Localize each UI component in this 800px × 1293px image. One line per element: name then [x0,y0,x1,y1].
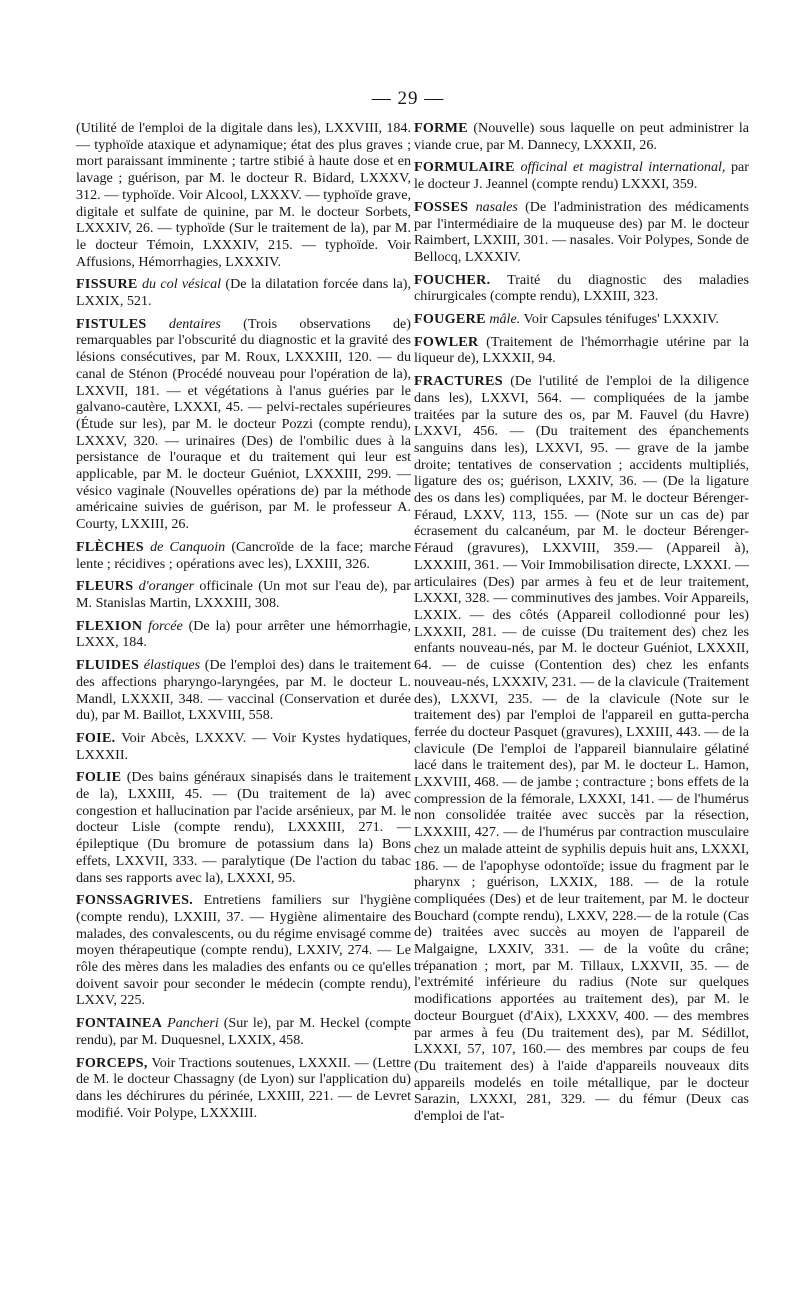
entry-text: officinale (Un mot sur l'eau de), par M. Stanislas Martin, LXXXIII, 308. [76,578,411,611]
entry-text: Voir Tractions soutenues, LXXXII. — (Lettre de M. le docteur Chassagny (de Lyon) sur l'application du) dans les déchirures du périnée, LXXIII, 221. — de Levret modifié. Voir Polype, LXXXIII. [76,1054,411,1121]
index-entry [414,120,749,153]
entry-text: (De la) pour arrêter une hémorrhagie, LXXX, 184. [76,617,412,651]
entry-headword: FLEXION [76,617,143,634]
entry-subheading: de Canquoin [150,538,226,555]
entry-subheading: élastiques [143,657,201,674]
index-entry [414,199,749,266]
right-column [414,120,749,1131]
entry-headword: FLEURS [76,578,134,595]
entry-headword: FLÈCHES [76,538,144,555]
entry-text: (Nouvelle) sous laquelle on peut administrer la viande crue, par M. Dannecy, LXXXII, 26. [414,120,749,153]
index-entry [76,1015,411,1048]
entry-headword: FOUCHER. [414,271,491,288]
left-column [76,120,411,1127]
index-entry [76,578,411,611]
entry-headword: FOWLER [414,333,479,350]
index-entry [414,334,749,367]
index-entry [76,657,411,724]
entry-text: (Cancroïde de la face; marche lente ; récidives ; opérations avec les), LXXIII, 326. [76,538,411,572]
entry-subheading: du col vésical [141,276,222,293]
entry-headword: FONSSAGRIVES. [76,892,194,909]
entry-headword: FORME [414,120,468,136]
entry-headword: FLUIDES [76,657,140,674]
index-entry [414,272,749,305]
entry-subheading: nasales [475,198,518,215]
entry-text: (De l'utilité de l'emploi de la diligence dans les), LXXVI, 564. — compliquées de la jambe traitées par la suture des os, par M. Fauvel (du Havre) LXXVI, 456. — (Du traitement des épanchements sanguins dans les), LXXVI, 95. — grave de la jambe droite; tentatives de conservation ; accidents multipliés, ligature des os; guérison, LXXIV, 36. — (De la ligature des os dans les) compliquées, par M. le docteur Bérenger-Féraud, LXXV, 113, 155. — (Note sur un cas de) par écrasement du calcanéum, par M. le docteur Bérenger-Féraud (gravures), LXXVIII, 359.— (Appareil à), LXXXIII, 361. — Voir Immobilisation directe, LXXXI. — articulaires (Des) par armes à feu et de leur traitement, LXXXI, 328. — comminutives des jambes. Voir Appareils, LXXIX. — des côtés (Appareil collodionné pour les) LXXXII, 281. — de cuisse (Du traitement des) chez les enfants nouveau-nés, par M. le docteur Guéniot, LXXXII, 64. — de cuisse (Contention des) chez les enfants nouveau-nés, LXXXIV, 231. — de la clavicule (Traitement des), LXXVI, 235. — de la clavicule (Note sur le traitement des) par l'emploi de l'appareil en gutta-percha ferrée du docteur Pasquet (gravures), LXXIII, 443. — de la clavicule (De l'emploi de l'appareil biannulaire gélatiné lacé dans le traitement des), par M. le docteur L. Hamon, LXXVIII, 468. — de jambe ; contracture ; bons effets de la compression de la fémorale, LXXXI, 141. — de l'humérus non consolidée traitée avec succès par la résection, LXXXIII, 427. — de l'humérus par contraction musculaire chez un malade atteint de syphilis depuis huit ans, LXXXI, 186. — de l'apophyse odontoïde; issue du fragment par le pharynx ; guérison, LXXIX, 188. — de la rotule compliquées (Des) et de leur traitement, par M. le docteur Bouchard (compte rendu), LXXV, 228.— de la rotule (Cas de) traitées avec succès au moyen de l'appareil de Malgaigne, LXXIV, 331. — de la voûte du crâne; trépanation ; mort, par M. Tillaux, LXXVII, 35. — de l'extrémité inférieure du radius (Note sur quelques modifications apportées au traitement des), par M. le docteur Bourguet (d'Aix), LXXXV, 400. — des membres par armes à feu (Du traitement des), par M. Sédillot, LXXXI, 57, 107, 160.— des membres par coups de feu (Du traitement des) à l'aide d'appareils nouveaux dits appareils modelés en toile métallique, par le docteur Sarazin, LXXXI, 281, 329. — du fémur (Deux cas d'emploi de l'at- [414,373,749,1125]
entry-text: par le docteur J. Jeannel (compte rendu) LXXXI, 359. [414,159,749,193]
entry-text: (Des bains généraux sinapisés dans le traitement de la), LXXIII, 45. — (Du traitement de la) avec congestion et hallucination par l'acide arsénieux, par M. le docteur Lisle (compte rendu), LXXXIII, 271. — épileptique (Du bromure de potassium dans la) Bons effets, LXXVII, 333. — paralytique (De l'action du tabac dans ses rapports avec la), LXXXI, 95. [76,769,411,886]
index-entry [76,892,411,1009]
entry-subheading: Pancheri [167,1015,219,1032]
entry-headword: FISTULES [76,315,147,332]
index-entry [414,311,749,328]
entry-subheading: officinal et magistral international, [520,159,726,176]
entry-headword: FOSSES [414,198,469,215]
entry-headword: FORMULAIRE [414,159,515,176]
index-entry [76,1055,411,1122]
index-entry [414,159,749,192]
entry-headword: FOUGERE [414,311,486,328]
index-entry [76,769,411,886]
entry-text: Voir Abcès, LXXXV. — Voir Kystes hydatiques, LXXXII. [76,729,411,763]
page-number: — 29 — [371,88,445,109]
entry-text: Voir Capsules ténifuges' LXXXIV. [523,311,719,328]
entry-headword: FRACTURES [414,373,503,390]
entry-subheading: d'oranger [138,578,195,595]
entry-headword: FORCEPS, [76,1054,148,1071]
index-entry [76,276,411,309]
entry-text: (Trois observations de) remarquables par l'obscurité du diagnostic et la gravité des lésions consécutives, par M. Roux, LXXXIII, 120. — du canal de Sténon (Procédé nouveau pour l'opération de la), LXXVII, 181. — et végétations à l'anus guéries par le galvano-cautère, LXXXI, 45. — pelvi-rectales supérieures (Étude sur les), par M. le docteur Pozzi (compte rendu), LXXXV, 320. — urinaires (Des) de l'ombilic dues à la persistance de l'ouraque et du traitement qui leur est applicable, par M. le docteur Guéniot, LXXXIII, 299. — vésico vaginale (Nouvelles opérations de) par la méthode américaine suivies de guérison, par M. le professeur A. Courty, LXXIII, 26. [76,315,411,533]
index-entry [76,730,411,763]
entry-subheading: forcée [148,617,183,634]
entry-text: (De la dilatation forcée dans la), LXXIX, 521. [76,276,411,310]
index-entry [76,316,411,533]
entry-text: Entretiens familiers sur l'hygiène (compte rendu), LXXIII, 37. — Hygiène alimentaire des malades, des convalescents, ou du régime envisagé comme moyen thérapeutique (compte rendu), LXXIV, 274. — Le rôle des mères dans les maladies des enfants ou ce qu'elles doivent savoir pour seconder le médecin (compte rendu), LXXV, 225. [76,892,411,1009]
index-entry [76,539,411,572]
entry-text: Traité du diagnostic des maladies chirurgicales (compte rendu), LXXIII, 323. [414,271,749,305]
entry-subheading: mâle. [489,311,521,328]
index-entry [76,618,411,651]
index-entry [76,120,411,270]
entry-text: (Traitement de l'hémorrhagie utérine par la liqueur de), LXXXII, 94. [414,333,749,367]
entry-subheading: dentaires [168,315,221,332]
entry-headword: FOLIE [76,769,122,786]
index-entry [414,373,749,1125]
entry-headword: FONTAINEA [76,1015,163,1032]
entry-text: (De l'emploi des) dans le traitement des affections pharyngo-laryngées, par M. le docteur L. Mandl, LXXXII, 348. — vaccinal (Conservation et durée du), par M. Baillot, LXXVIII, 558. [76,657,412,724]
entry-text: (De l'administration des médicaments par l'intermédiaire de la muqueuse des) par M. le docteur Raimbert, LXXIII, 301. — nasales. Voir Polypes, Sonde de Bellocq, LXXXIV. [414,198,750,265]
entry-headword: FOIE. [76,729,116,746]
entry-headword: FISSURE [76,276,138,293]
entry-text: (Utilité de l'emploi de la digitale dans les), LXXVIII, 184. — typhoïde ataxique et adynamique; état des plus graves ; mort paraissant imminente ; tartre stibié à haute dose et en lavage ; guérison, par M. le docteur R. Bidard, LXXXV, 312. — typhoïde. Voir Alcool, LXXXV. — typhoïde grave, digitale et sulfate de quinine, par M. le docteur Sorbets, LXXXIV, 26. — typhoïde (Sur le traitement de la), par M. le docteur Témoin, LXXXIV, 215. — typhoïde. Voir Affusions, Hémorrhagies, LXXXIV. [76,120,411,270]
entry-text: (Sur le), par M. Heckel (compte rendu), par M. Duquesnel, LXXIX, 458. [76,1015,411,1048]
